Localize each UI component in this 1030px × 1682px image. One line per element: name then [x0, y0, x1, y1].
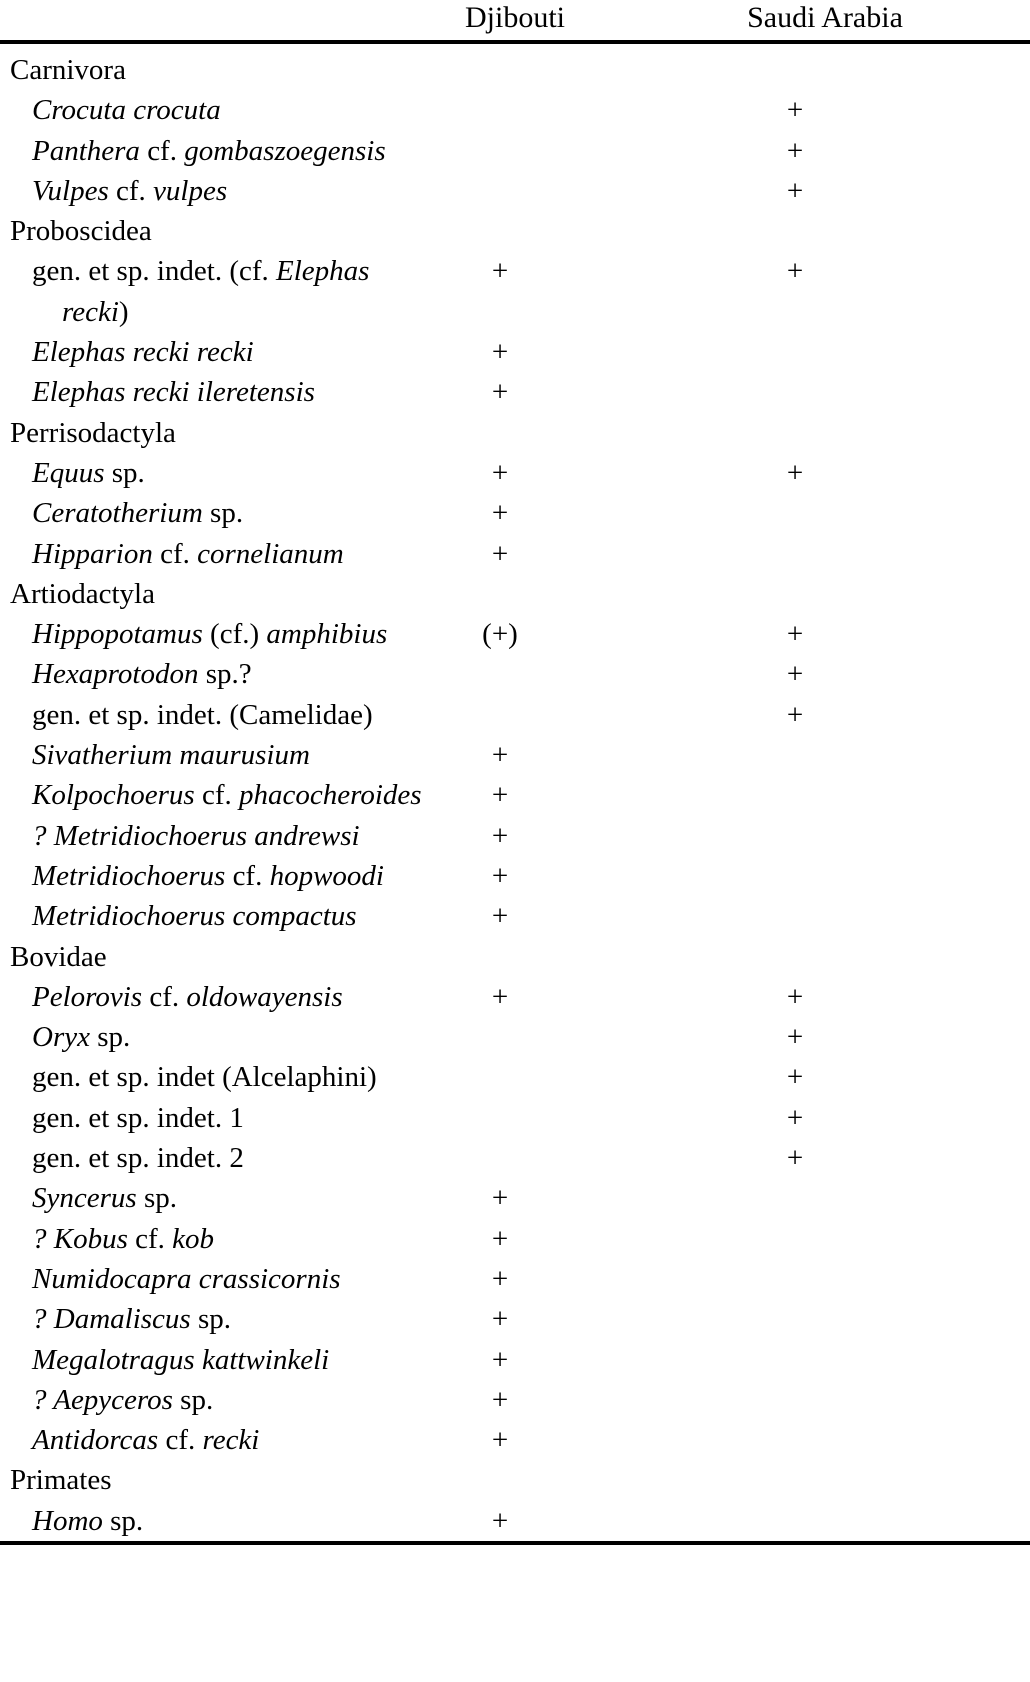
presence-mark-djibouti: +	[491, 497, 509, 530]
table-row	[0, 1460, 1030, 1500]
table-header-row	[0, 0, 1030, 40]
presence-mark-djibouti: +	[491, 1424, 509, 1457]
table-row	[0, 896, 1030, 936]
presence-mark-djibouti: +	[491, 819, 509, 852]
presence-mark-djibouti: +	[491, 376, 509, 409]
presence-mark-djibouti: +	[491, 1262, 509, 1295]
taxon-name: Oryx sp.	[32, 1021, 131, 1054]
taxon-name: Metridiochoerus compactus	[32, 900, 357, 933]
table-body	[0, 44, 1030, 1541]
presence-mark-djibouti: +	[491, 1343, 509, 1376]
presence-mark-saudi-arabia: +	[786, 618, 804, 651]
taxon-name: Syncerus sp.	[32, 1182, 177, 1215]
table-row	[0, 1501, 1030, 1541]
presence-mark-djibouti: +	[491, 1303, 509, 1336]
presence-mark-djibouti: +	[491, 1222, 509, 1255]
table-row	[0, 1219, 1030, 1259]
table-row	[0, 131, 1030, 171]
taxon-name: gen. et sp. indet. 1	[32, 1101, 244, 1134]
table-row	[0, 453, 1030, 493]
presence-mark-saudi-arabia: +	[786, 1142, 804, 1175]
presence-mark-djibouti: +	[491, 980, 509, 1013]
table-row	[0, 977, 1030, 1017]
table-row	[0, 856, 1030, 896]
taxon-name: Hipparion cf. cornelianum	[32, 537, 344, 570]
taxon-name: recki)	[62, 295, 129, 328]
table-row	[0, 1017, 1030, 1057]
taxon-group-name: Perrisodactyla	[10, 416, 176, 449]
taxon-name: Ceratotherium sp.	[32, 497, 244, 530]
table-row	[0, 695, 1030, 735]
table-row	[0, 90, 1030, 130]
table-row	[0, 1299, 1030, 1339]
table-row	[0, 816, 1030, 856]
table-row	[0, 1178, 1030, 1218]
table-row	[0, 775, 1030, 815]
presence-mark-djibouti: +	[491, 1504, 509, 1537]
table-bottom-rule	[0, 1541, 1030, 1545]
table-row	[0, 292, 1030, 332]
table-row	[0, 211, 1030, 251]
presence-mark-saudi-arabia: +	[786, 94, 804, 127]
taxon-name: Kolpochoerus cf. phacocheroides	[32, 779, 422, 812]
presence-mark-djibouti: +	[491, 336, 509, 369]
presence-mark-saudi-arabia: +	[786, 174, 804, 207]
taxon-group-name: Primates	[10, 1464, 112, 1497]
presence-mark-saudi-arabia: +	[786, 134, 804, 167]
taxon-name: gen. et sp. indet. (cf. Elephas	[32, 255, 370, 288]
presence-mark-djibouti: +	[491, 739, 509, 772]
taxon-name: Elephas recki recki	[32, 336, 254, 369]
taxon-name: ? Aepyceros sp.	[32, 1383, 214, 1416]
table-row	[0, 493, 1030, 533]
taxon-name: Pelorovis cf. oldowayensis	[32, 980, 343, 1013]
taxon-name: Metridiochoerus cf. hopwoodi	[32, 859, 384, 892]
table-row	[0, 1340, 1030, 1380]
taxon-name: Numidocapra crassicornis	[32, 1262, 341, 1295]
taxon-name: Equus sp.	[32, 456, 145, 489]
table-row	[0, 50, 1030, 90]
table-row	[0, 654, 1030, 694]
presence-mark-saudi-arabia: +	[786, 1021, 804, 1054]
taxon-name: Elephas recki ileretensis	[32, 376, 315, 409]
table-row	[0, 332, 1030, 372]
taxon-name: ? Metridiochoerus andrewsi	[32, 819, 360, 852]
presence-mark-djibouti: (+)	[482, 618, 518, 651]
table-row	[0, 1057, 1030, 1097]
presence-mark-saudi-arabia: +	[786, 980, 804, 1013]
presence-mark-djibouti: +	[491, 537, 509, 570]
presence-mark-saudi-arabia: +	[786, 456, 804, 489]
table-row	[0, 1259, 1030, 1299]
presence-mark-djibouti: +	[491, 900, 509, 933]
presence-mark-saudi-arabia: +	[786, 1101, 804, 1134]
taxon-name: Panthera cf. gombaszoegensis	[32, 134, 386, 167]
presence-mark-djibouti: +	[491, 255, 509, 288]
presence-mark-saudi-arabia: +	[786, 1061, 804, 1094]
table-row	[0, 574, 1030, 614]
taxon-name: Megalotragus kattwinkeli	[32, 1343, 330, 1376]
taxon-group-name: Carnivora	[10, 54, 126, 86]
table-row	[0, 937, 1030, 977]
table-row	[0, 413, 1030, 453]
table-row	[0, 1420, 1030, 1460]
presence-mark-saudi-arabia: +	[786, 255, 804, 288]
table-row	[0, 735, 1030, 775]
column-header-djibouti: Djibouti	[464, 1, 565, 34]
presence-mark-saudi-arabia: +	[786, 658, 804, 691]
taxon-name: Vulpes cf. vulpes	[32, 174, 228, 207]
table-row	[0, 372, 1030, 412]
table-row	[0, 614, 1030, 654]
table-row	[0, 1380, 1030, 1420]
taxon-group-name: Bovidae	[10, 940, 107, 973]
table-row	[0, 251, 1030, 291]
taxon-name: gen. et sp. indet (Alcelaphini)	[32, 1061, 377, 1094]
presence-mark-djibouti: +	[491, 1182, 509, 1215]
taxon-name: ? Kobus cf. kob	[32, 1222, 215, 1255]
taxon-name: Hexaprotodon sp.?	[32, 658, 252, 691]
presence-mark-djibouti: +	[491, 779, 509, 812]
taxon-group-name: Proboscidea	[10, 215, 152, 248]
table-row	[0, 171, 1030, 211]
table-row	[0, 534, 1030, 574]
presence-mark-saudi-arabia: +	[786, 698, 804, 731]
table-row	[0, 1098, 1030, 1138]
taxon-name: Hippopotamus (cf.) amphibius	[32, 618, 388, 651]
presence-mark-djibouti: +	[491, 456, 509, 489]
taxon-name: Sivatherium maurusium	[32, 739, 310, 772]
table-row	[0, 1138, 1030, 1178]
taxon-name: gen. et sp. indet. (Camelidae)	[32, 698, 373, 731]
taxon-group-name: Artiodactyla	[10, 577, 155, 610]
taxon-name: Homo sp.	[32, 1504, 144, 1537]
taxon-name: Crocuta crocuta	[32, 94, 221, 127]
taxon-name: Antidorcas cf. recki	[32, 1424, 260, 1457]
presence-mark-djibouti: +	[491, 1383, 509, 1416]
presence-mark-djibouti: +	[491, 859, 509, 892]
column-header-saudi-arabia: Saudi Arabia	[747, 1, 903, 34]
taxon-name: ? Damaliscus sp.	[32, 1303, 231, 1336]
taxon-name: gen. et sp. indet. 2	[32, 1142, 244, 1175]
